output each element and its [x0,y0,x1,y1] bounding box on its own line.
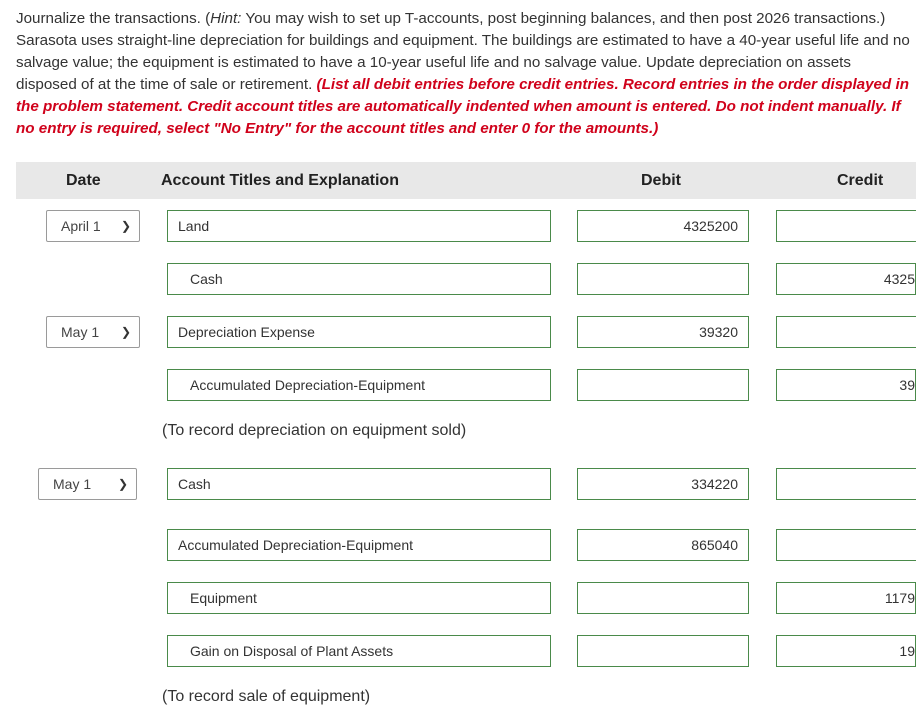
date-select-entry-3[interactable] [38,468,137,500]
account-title-input[interactable]: Accumulated Depreciation-Equipment [167,529,551,561]
table-header [16,162,916,199]
debit-input[interactable]: 334220 [577,468,749,500]
account-title-input[interactable]: Accumulated Depreciation-Equipment [167,369,551,401]
debit-input[interactable]: 39320 [577,316,749,348]
account-header: Account Titles and Explanation [161,172,399,189]
credit-input[interactable] [776,468,916,500]
credit-input[interactable]: 1179 [776,582,916,614]
instructions-text-1: Journalize the transactions. ( [16,10,211,27]
credit-input[interactable]: 4325 [776,263,916,295]
debit-input[interactable]: 4325200 [577,210,749,242]
debit-input[interactable] [577,263,749,295]
account-title-input[interactable]: Cash [167,468,551,500]
date-select-entry-2[interactable] [46,316,140,348]
instructions-red-text: (List all debit entries before credit entries. Record entries in the order displayed in the problem statement. Credit account titles are automatically indented when amount is entered. Do not indent manually. If no entry is required, select "No Entry" for the account titles and enter 0 for the amounts.) [16,76,909,137]
debit-input[interactable] [577,582,749,614]
debit-header: Debit [641,172,681,189]
date-select-value: May 1 [53,476,92,492]
chevron-down-icon: ❯ [117,477,128,491]
hint-label: Hint: [210,10,242,27]
instructions [16,8,912,140]
account-title-input[interactable]: Cash [167,263,551,295]
entry-explanation: (To record sale of equipment) [162,688,371,705]
instructions-text-2: You may wish to set up T-accounts, post beginning balances, and then post 2026 transactions.) Sarasota uses straight-line depreciation for buildings and equipment. The buildings are estimated to have a 40-year useful life and no salvage value; the equipment is estimated to have a 10-year useful life and no salvage value. Update depreciation on assets disposed of at the time of sale or retirement. [16,10,910,93]
chevron-down-icon: ❯ [120,219,131,233]
chevron-down-icon: ❯ [120,325,131,339]
account-title-input[interactable]: Depreciation Expense [167,316,551,348]
account-title-input[interactable]: Equipment [167,582,551,614]
credit-input[interactable] [776,529,916,561]
date-header: Date [66,172,101,189]
debit-input[interactable] [577,635,749,667]
date-select-entry-1[interactable] [46,210,140,242]
account-title-input[interactable]: Land [167,210,551,242]
debit-input[interactable]: 865040 [577,529,749,561]
account-title-input[interactable]: Gain on Disposal of Plant Assets [167,635,551,667]
credit-input[interactable] [776,210,916,242]
credit-input[interactable]: 19 [776,635,916,667]
entry-explanation: (To record depreciation on equipment sold) [162,422,467,439]
date-select-value: April 1 [61,218,101,234]
date-select-value: May 1 [61,324,100,340]
credit-header: Credit [837,172,884,189]
credit-input[interactable] [776,316,916,348]
credit-input[interactable]: 39 [776,369,916,401]
debit-input[interactable] [577,369,749,401]
